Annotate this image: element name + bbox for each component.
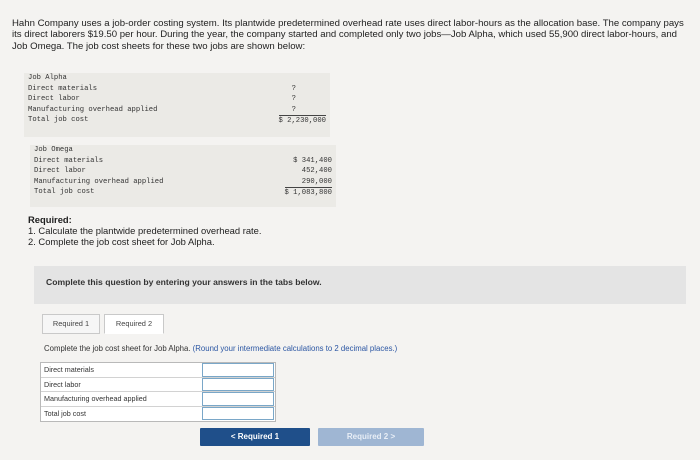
job-alpha-row xyxy=(24,94,330,105)
problem-intro: Hahn Company uses a job-order costing system. Its plantwide predetermined overhead rate uses direct labor-hours as the allocation base. The company pays its direct laborers $19.50 per hour. During the year, the company started and completed only two jobs—Job Alpha, which used 55,900 direct labor-hours, and Job Omega. The job cost sheets for these two jobs are shown below: xyxy=(12,18,684,52)
row-value: ? xyxy=(291,95,296,103)
answer-row xyxy=(41,407,275,422)
tab-required-2[interactable]: Required 2 xyxy=(104,314,164,334)
row-label: Direct labor xyxy=(28,95,80,103)
job-omega-row xyxy=(30,177,336,188)
job-alpha-row xyxy=(24,84,330,95)
row-label: Manufacturing overhead applied xyxy=(34,177,164,186)
direct-materials-input[interactable] xyxy=(202,363,274,377)
required-item: 1. Calculate the plantwide predetermined overhead rate. xyxy=(28,225,262,236)
tabs-banner xyxy=(34,266,686,304)
job-omega-row xyxy=(30,187,336,198)
instruction-note: (Round your intermediate calculations to 2 decimal places.) xyxy=(192,344,398,353)
prev-required-button[interactable]: < Required 1 xyxy=(200,428,310,446)
row-label: Direct materials xyxy=(28,84,98,93)
job-alpha-title: Job Alpha xyxy=(28,74,67,82)
tab-required-1[interactable]: Required 1 xyxy=(42,314,100,334)
row-value: $ 1,083,800 xyxy=(284,189,332,197)
row-label: Direct materials xyxy=(34,156,104,165)
direct-labor-input[interactable] xyxy=(202,378,274,392)
answer-label: Direct labor xyxy=(44,379,81,389)
answer-row xyxy=(41,378,275,393)
row-label: Total job cost xyxy=(34,188,95,196)
row-value: $ 341,400 xyxy=(293,156,332,165)
row-label: Total job cost xyxy=(28,116,89,124)
row-value: 452,400 xyxy=(301,167,332,175)
banner-text: Complete this question by entering your answers in the tabs below. xyxy=(46,277,322,287)
row-label: Manufacturing overhead applied xyxy=(28,105,158,114)
answer-grid xyxy=(40,362,276,422)
job-alpha-sheet xyxy=(24,73,330,137)
job-omega-row xyxy=(30,156,336,167)
job-alpha-title-row xyxy=(24,73,330,84)
job-alpha-row xyxy=(24,115,330,126)
row-label: Direct labor xyxy=(34,167,86,175)
answer-row xyxy=(41,392,275,407)
answer-row xyxy=(41,363,275,378)
row-value: ? xyxy=(291,105,296,114)
job-omega-title: Job Omega xyxy=(34,146,73,154)
job-omega-row xyxy=(30,166,336,177)
row-value: $ 2,230,000 xyxy=(278,117,326,125)
next-required-button[interactable]: Required 2 > xyxy=(318,428,424,446)
answer-label: Direct materials xyxy=(44,365,94,374)
job-omega-sheet xyxy=(30,145,336,207)
job-omega-title-row xyxy=(30,145,336,156)
total-job-cost-input[interactable] xyxy=(202,407,274,421)
job-alpha-row xyxy=(24,105,330,116)
answer-label: Manufacturing overhead applied xyxy=(44,394,147,403)
answer-label: Total job cost xyxy=(44,408,86,418)
instruction-text xyxy=(44,344,397,353)
row-value: 290,000 xyxy=(301,177,332,186)
required-item: 2. Complete the job cost sheet for Job Alpha. xyxy=(28,236,215,247)
instruction-main: Complete the job cost sheet for Job Alpha. xyxy=(44,344,191,353)
required-section xyxy=(28,214,261,247)
row-value: ? xyxy=(291,84,296,93)
required-heading: Required: xyxy=(28,214,72,225)
overhead-applied-input[interactable] xyxy=(202,392,274,406)
